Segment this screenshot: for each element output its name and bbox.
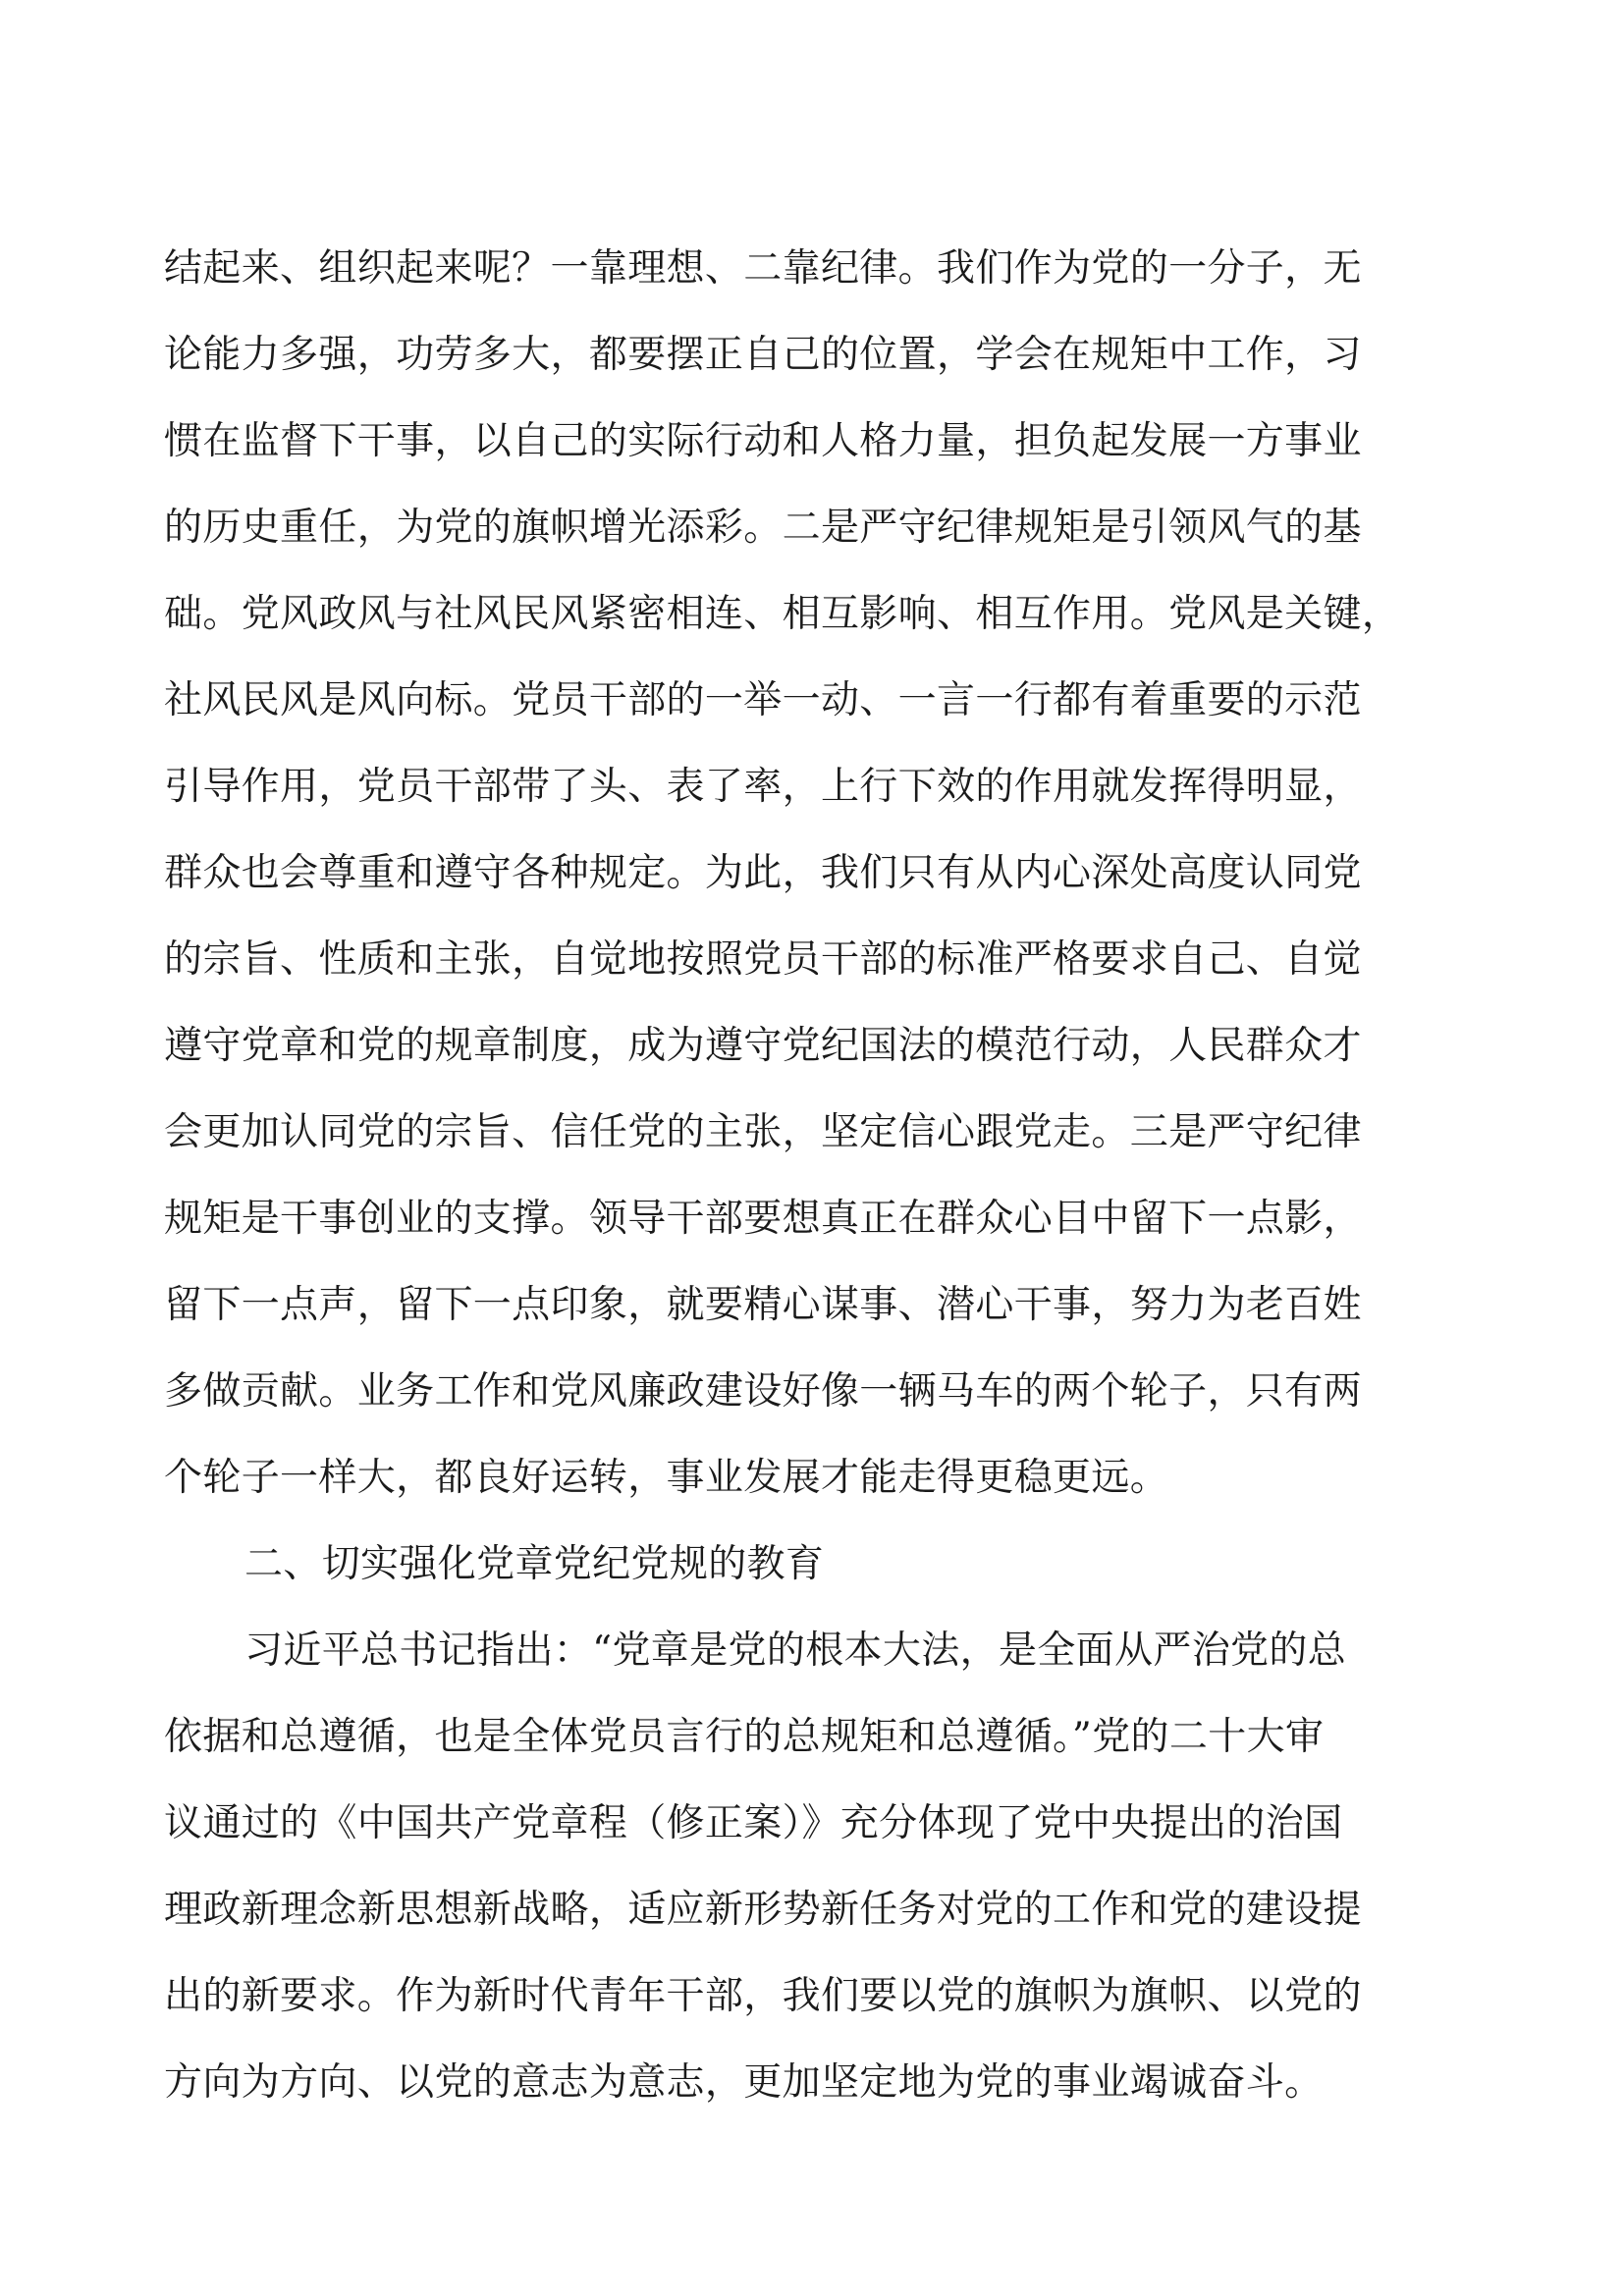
text-line: 础。党风政风与社风民风紧密相连、相互影响、相互作用。党风是关键，	[164, 592, 1401, 636]
text-line: 遵守党章和党的规章制度，成为遵守党纪国法的模范行动，人民群众才	[164, 1024, 1362, 1068]
text-line: 依据和总遵循，也是全体党员言行的总规矩和总遵循。”党的二十大审	[164, 1715, 1325, 1759]
text-line: 留下一点声，留下一点印象，就要精心谋事、潜心干事，努力为老百姓	[164, 1283, 1362, 1327]
body-text	[164, 226, 1401, 2126]
text-line: 议通过的《中国共产党章程（修正案）》充分体现了党中央提出的治国	[164, 1801, 1343, 1845]
text-line: 多做贡献。业务工作和党风廉政建设好像一辆马车的两个轮子，只有两	[164, 1369, 1362, 1414]
text-line: 社风民风是风向标。党员干部的一举一动、一言一行都有着重要的示范	[164, 678, 1362, 722]
section-heading: 二、切实强化党章党纪党规的教育	[244, 1542, 825, 1586]
text-line: 引导作用，党员干部带了头、表了率，上行下效的作用就发挥得明显，	[164, 765, 1362, 809]
text-line: 规矩是干事创业的支撑。领导干部要想真正在群众心目中留下一点影，	[164, 1197, 1362, 1241]
text-line: 个轮子一样大，都良好运转，事业发展才能走得更稳更远。	[164, 1456, 1169, 1500]
text-line: 方向为方向、以党的意志为意志，更加坚定地为党的事业竭诚奋斗。	[164, 2060, 1324, 2105]
text-line: 论能力多强，功劳多大，都要摆正自己的位置，学会在规矩中工作，习	[164, 333, 1362, 377]
text-line: 的宗旨、性质和主张，自觉地按照党员干部的标准严格要求自己、自觉	[164, 937, 1362, 982]
text-line: 群众也会尊重和遵守各种规定。为此，我们只有从内心深处高度认同党	[164, 851, 1362, 895]
text-line: 理政新理念新思想新战略，适应新形势新任务对党的工作和党的建设提	[164, 1888, 1362, 1932]
text-line: 结起来、组织起来呢？一靠理想、二靠纪律。我们作为党的一分子，无	[164, 246, 1362, 291]
text-line: 惯在监督下干事，以自己的实际行动和人格力量，担负起发展一方事业	[164, 419, 1362, 463]
text-line: 会更加认同党的宗旨、信任党的主张，坚定信心跟党走。三是严守纪律	[164, 1110, 1362, 1154]
text-line: 出的新要求。作为新时代青年干部，我们要以党的旗帜为旗帜、以党的	[164, 1974, 1362, 2018]
text-line: 的历史重任，为党的旗帜增光添彩。二是严守纪律规矩是引领风气的基	[164, 506, 1362, 550]
paragraph-start-line: 习近平总书记指出：“党章是党的根本大法，是全面从严治党的总	[244, 1629, 1347, 1673]
